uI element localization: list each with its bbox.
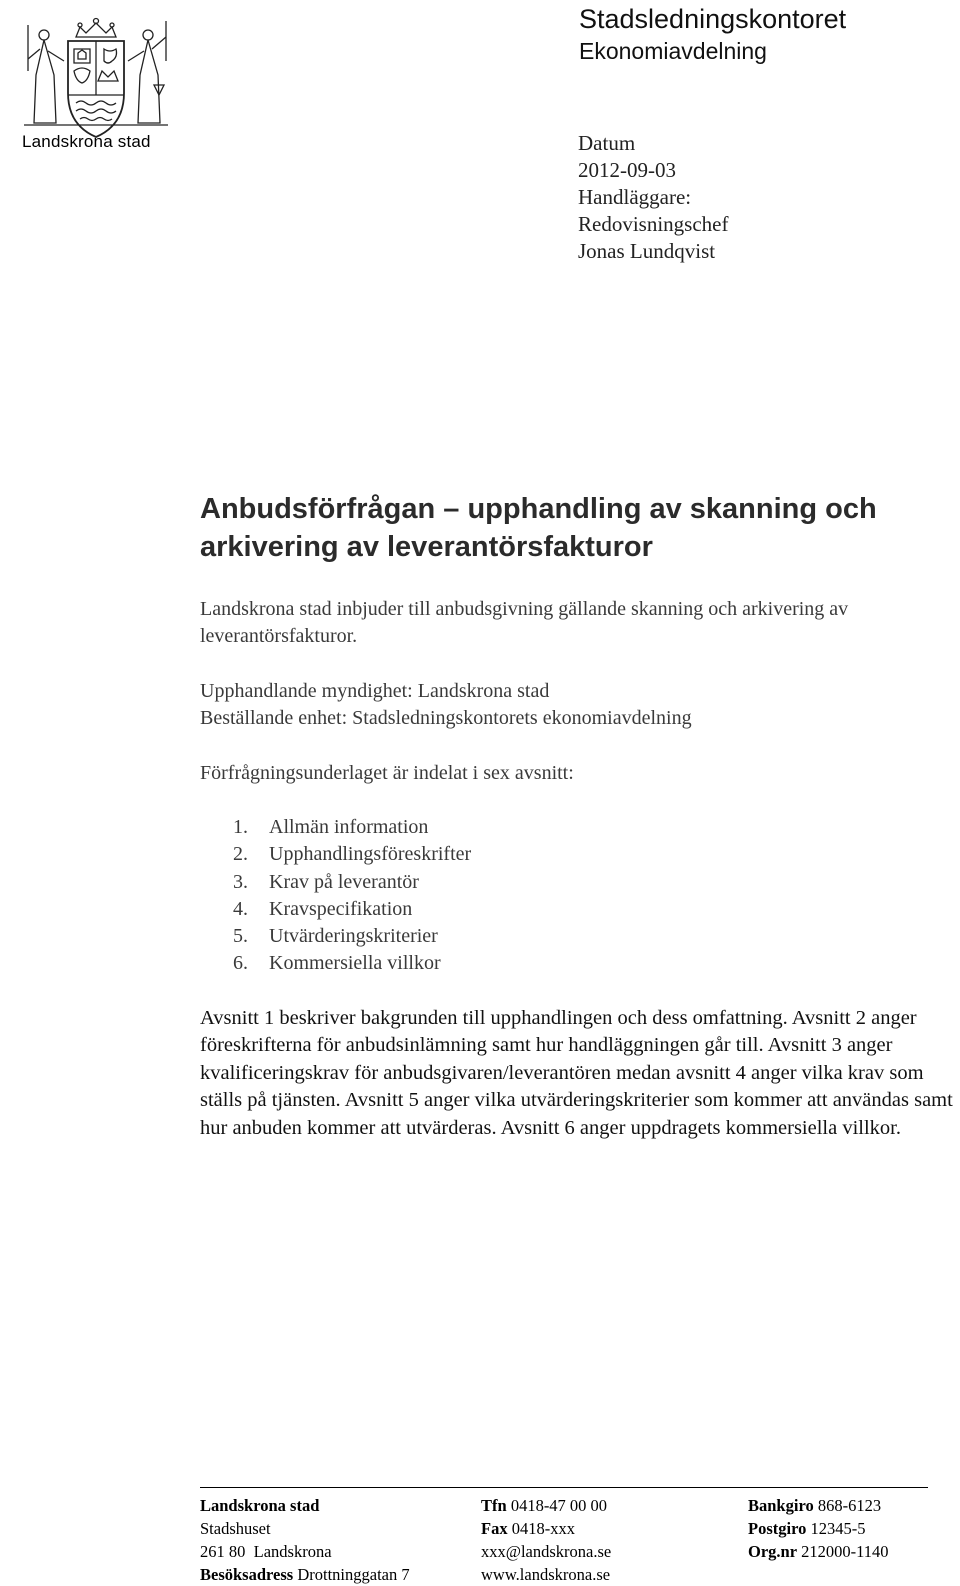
sections-intro: Förfrågningsunderlaget är indelat i sex avsnitt: (200, 762, 574, 784)
footer-banking-column (748, 1494, 889, 1563)
ordering-unit: Beställande enhet: Stadsledningskontorets ekonomiavdelning (200, 707, 692, 729)
footer-orgnr: 212000-1140 (801, 1542, 889, 1561)
list-item: 1. Allmän information (233, 816, 429, 838)
footer-web: www.landskrona.se (481, 1565, 611, 1584)
contracting-authority: Upphandlande myndighet: Landskrona stad (200, 680, 550, 702)
footer-postgiro-label: Postgiro (748, 1519, 807, 1538)
handler-label: Handläggare: (578, 185, 692, 209)
list-item: 6. Kommersiella villkor (233, 952, 441, 975)
footer-fax: 0418-xxx (511, 1519, 575, 1538)
footer-visit-address: Drottninggatan 7 (297, 1565, 410, 1584)
footer-phone: 0418-47 00 00 (510, 1496, 608, 1515)
footer-building: Stadshuset (200, 1519, 271, 1538)
footer-fax-label: Fax (481, 1519, 508, 1538)
date-label: Datum (578, 131, 636, 155)
department-title: Stadsledningskontoret (579, 4, 847, 34)
handler-name: Jonas Lundqvist (578, 239, 716, 263)
footer-email: xxx@landskrona.se (481, 1542, 612, 1561)
footer-postgiro: 12345-5 (810, 1519, 866, 1538)
date-value: 2012-09-03 (578, 158, 676, 182)
footer-bankgiro-label: Bankgiro (748, 1496, 814, 1515)
list-item: 2. Upphandlingsföreskrifter (233, 843, 472, 866)
footer-contact-column (481, 1494, 611, 1586)
list-item: 5. Utvärderingskriterier (233, 925, 438, 948)
list-item: 4. Kravspecifikation (233, 897, 413, 920)
footer-address-column (200, 1494, 410, 1586)
logo-text: Landskrona stad (22, 132, 151, 151)
summary-paragraph: Avsnitt 1 beskriver bakgrunden till upphandlingen och dess omfattning. Avsnitt 2 anger föreskrifterna för anbudsinlämning samt hur handläggningen går till. Avsnitt 3 anger kvalificeringskrav för anbudsgivaren/leverantören medan avsnitt 4 anger vilka krav som ställs på tjänsten. Avsnitt 5 anger vilka utvärderingskriterier som kommer att användas samt hur anbuden kommer att utvärderas. Avsnitt 6 anger uppdragets kommersiella villkor. (200, 1007, 953, 1139)
list-item: 3. Krav på leverantör (233, 870, 419, 893)
document-meta (578, 130, 728, 265)
document-title: Anbudsförfrågan – upphandling av skanning och arkivering av leverantörsfakturor (200, 493, 877, 563)
footer-phone-label: Tfn (481, 1496, 507, 1515)
department-subtitle: Ekonomiavdelning (579, 38, 767, 64)
footer-orgnr-label: Org.nr (748, 1542, 798, 1561)
footer-postal: 261 80 Landskrona (200, 1542, 332, 1561)
handler-role: Redovisningschef (578, 212, 729, 236)
intro-paragraph: Landskrona stad inbjuder till anbudsgivning gällande skanning och arkivering av leverantörsfakturor. (200, 598, 849, 647)
footer-divider (200, 1487, 928, 1488)
footer-bankgiro: 868-6123 (817, 1496, 882, 1515)
footer-visit-label: Besöksadress (200, 1565, 294, 1584)
sections-list (233, 814, 471, 978)
footer-org-name: Landskrona stad (200, 1496, 320, 1515)
authority-block (200, 678, 958, 732)
